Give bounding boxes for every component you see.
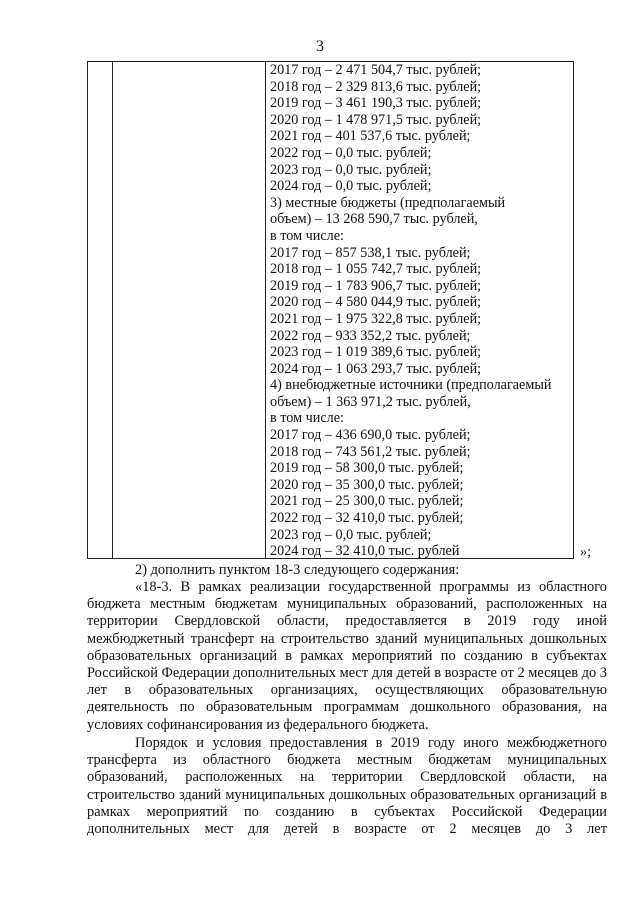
funding-line: 2024 год – 0,0 тыс. рублей;	[270, 178, 432, 195]
closing-quote-mark: »;	[580, 544, 592, 560]
funding-line: 2019 год – 3 461 190,3 тыс. рублей;	[270, 95, 482, 112]
funding-line: 2021 год – 25 300,0 тыс. рублей;	[270, 493, 464, 510]
funding-line: 2021 год – 401 537,6 тыс. рублей;	[270, 128, 471, 145]
order-paragraph-text: Порядок и условия предоставления в 2019 году иного межбюджетного трансферта из областного бюджета местным бюджетам муниципальных образований, расположенных на территории Свердловской области, на строительство зданий муниципальных дошкольных образовательных организаций в рамках мероприятий по созданию в субъектах Российской Федерации дополнительных мест для детей в возрасте от 2 месяцев до 3 лет	[87, 735, 607, 838]
funding-line: 2024 год – 1 063 293,7 тыс. рублей;	[270, 360, 482, 377]
table-column-divider	[112, 62, 113, 558]
funding-line: 2022 год – 933 352,2 тыс. рублей;	[270, 327, 471, 344]
funding-line: 2018 год – 1 055 742,7 тыс. рублей;	[270, 261, 482, 278]
funding-line: 2020 год – 4 580 044,9 тыс. рублей;	[270, 294, 482, 311]
funding-line: 2022 год – 0,0 тыс. рублей;	[270, 144, 432, 161]
funding-line: 2023 год – 1 019 389,6 тыс. рублей;	[270, 344, 482, 361]
funding-line: 2020 год – 1 478 971,5 тыс. рублей;	[270, 111, 482, 128]
funding-line: 3) местные бюджеты (предполагаемый	[270, 194, 506, 211]
order-paragraph	[87, 735, 607, 838]
funding-sources-cell	[270, 62, 580, 560]
item-18-3-text: «18-3. В рамках реализации государственной программы из областного бюджета местным бюджетам муниципальных образований, расположенных на территории Свердловской области, предоставляется в 2019 году иной межбюджетный трансферт на строительство зданий муниципальных дошкольных образовательных организаций в рамках мероприятий по созданию в субъектах Российской Федерации дополнительных мест для детей в возрасте от 2 месяцев до 3 лет в образовательных организациях, осуществляющих образовательную деятельность по образовательным программам дошкольного образования, на условиях софинансирования из федерального бюджета.	[87, 579, 607, 733]
page-number: 3	[316, 38, 324, 55]
funding-line: в том числе:	[270, 227, 344, 244]
instruction-text: 2) дополнить пунктом 18-3 следующего содержания:	[135, 562, 460, 578]
funding-line: 2023 год – 0,0 тыс. рублей;	[270, 161, 432, 178]
amendment-instruction	[87, 562, 607, 579]
funding-line: 2019 год – 1 783 906,7 тыс. рублей;	[270, 277, 482, 294]
funding-line: 2018 год – 2 329 813,6 тыс. рублей;	[270, 78, 482, 95]
funding-line: 2017 год – 857 538,1 тыс. рублей;	[270, 244, 471, 261]
funding-line: 2017 год – 436 690,0 тыс. рублей;	[270, 427, 471, 444]
funding-line: 2022 год – 32 410,0 тыс. рублей;	[270, 510, 464, 527]
funding-line: 2020 год – 35 300,0 тыс. рублей;	[270, 476, 464, 493]
funding-line: в том числе:	[270, 410, 344, 427]
funding-line: 2024 год – 32 410,0 тыс. рублей	[270, 543, 460, 560]
funding-line: 2019 год – 58 300,0 тыс. рублей;	[270, 460, 464, 477]
funding-line: 2017 год – 2 471 504,7 тыс. рублей;	[270, 62, 482, 78]
funding-line: 2021 год – 1 975 322,8 тыс. рублей;	[270, 310, 482, 327]
funding-line: 4) внебюджетные источники (предполагаемый	[270, 377, 552, 394]
funding-line: 2018 год – 743 561,2 тыс. рублей;	[270, 443, 471, 460]
table-column-divider	[265, 62, 266, 558]
funding-line: объем) – 1 363 971,2 тыс. рублей,	[270, 393, 471, 410]
funding-line: объем) – 13 268 590,7 тыс. рублей,	[270, 211, 478, 228]
item-18-3	[87, 579, 607, 734]
funding-line: 2023 год – 0,0 тыс. рублей;	[270, 526, 432, 543]
